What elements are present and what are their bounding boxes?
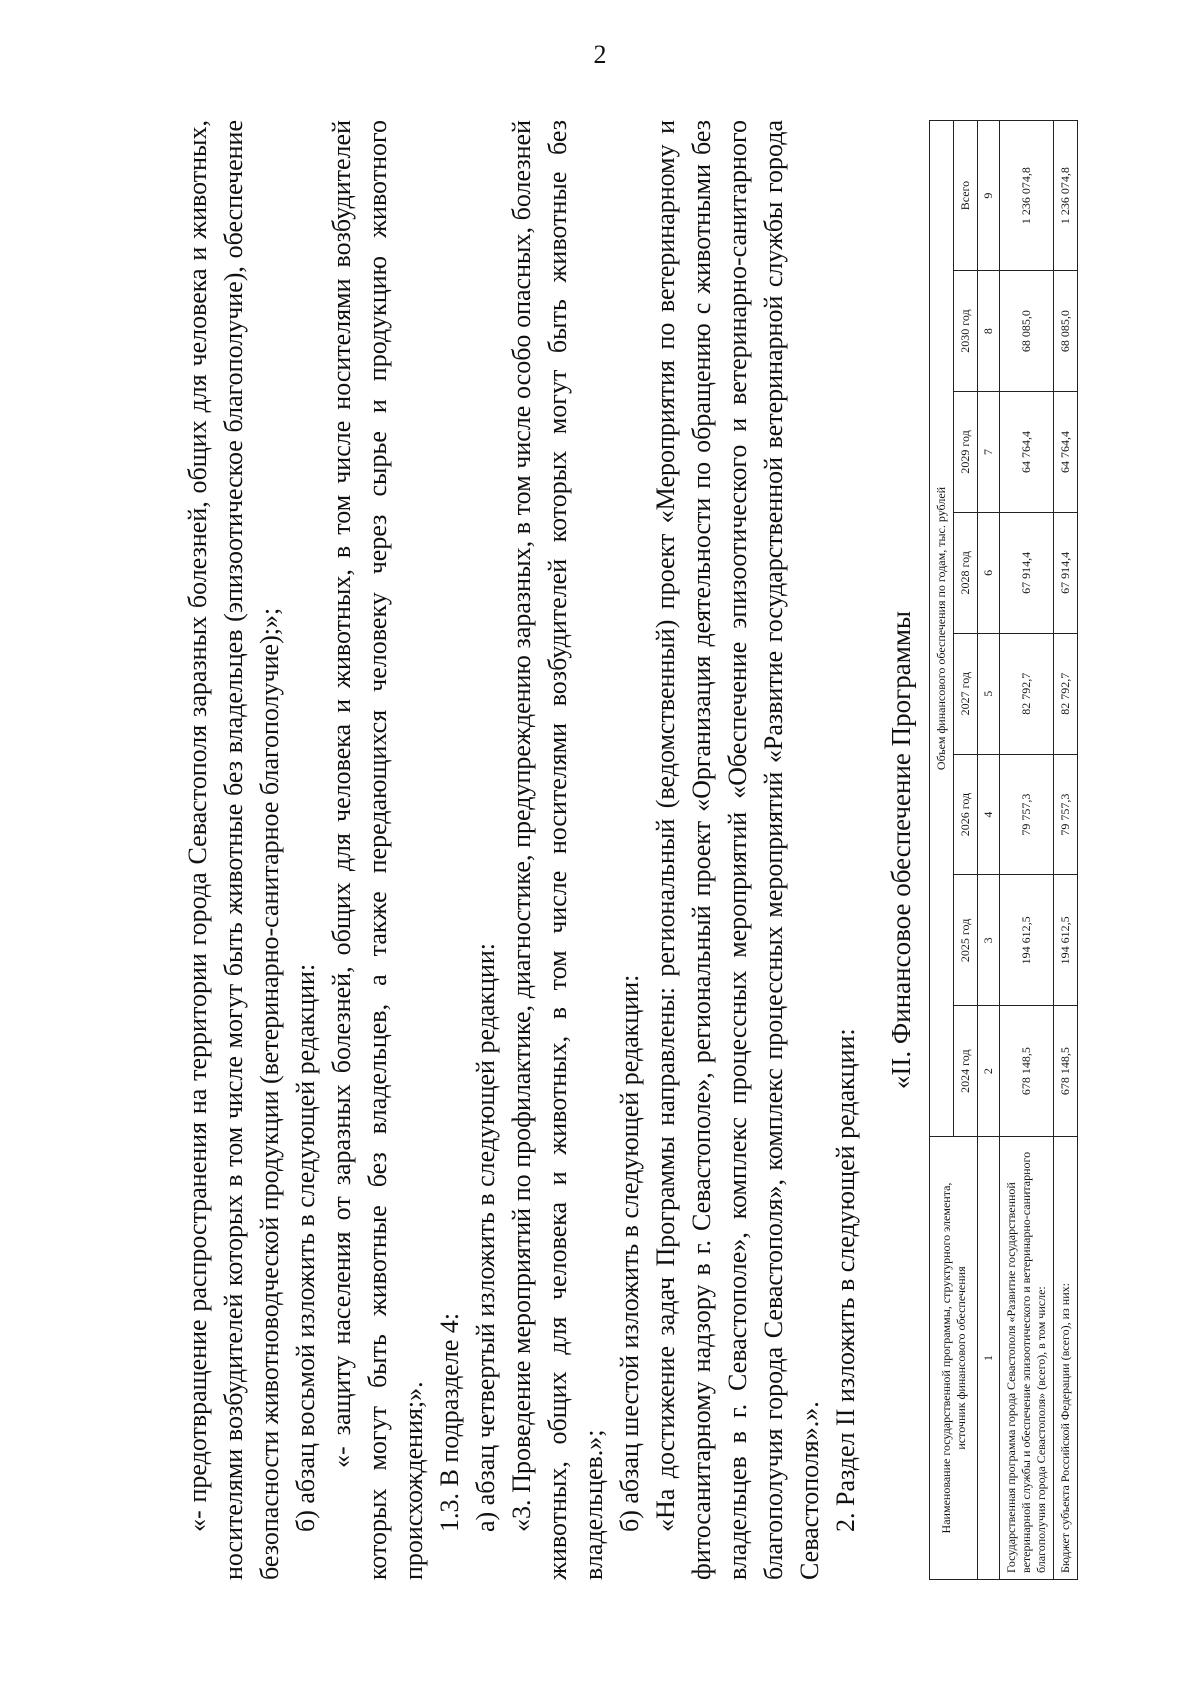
column-number: 2: [978, 1006, 1000, 1137]
column-number: 8: [978, 271, 1000, 392]
table-header-row: [930, 121, 954, 1580]
column-number: 4: [978, 754, 1000, 875]
header-name-cell: [930, 1137, 978, 1580]
value-cell: 68 085,0: [1000, 271, 1054, 392]
financing-table: [929, 120, 1078, 1580]
total-cell: 1 236 074,8: [1000, 121, 1054, 271]
year-header: 2027 год: [954, 633, 978, 754]
column-number: 6: [978, 512, 1000, 633]
page-number: 2: [593, 40, 607, 69]
total-cell: 1 236 074,8: [1054, 121, 1078, 271]
paragraph: «На достижение задач Программы направлены: региональный (ведомственный) проект «Мероприятия по ветеринарному и фитосанитарному надзору в г. Севастополе», региональный проект «Организация деятельности по обращению с животными без владельцев в г. Севастополе», комплекс процессных мероприятий «Обеспечение эпизоотического и ветеринарно-санитарного благополучия города Севастополя», комплекс процессных мероприятий «Развитие государственной ветеринарной службы города Севастополя».».: [651, 120, 824, 1580]
paragraph: б) абзац шестой изложить в следующей редакции:: [615, 974, 644, 1532]
column-number: 3: [978, 875, 1000, 1006]
value-cell: 82 792,7: [1000, 633, 1054, 754]
value-cell: 67 914,4: [1000, 512, 1054, 633]
value-cell: 64 764,4: [1000, 392, 1054, 513]
header-name-line: источник финансового обеспечения: [953, 1266, 968, 1450]
year-header: 2026 год: [954, 754, 978, 875]
table-row: [1000, 121, 1054, 1580]
year-header: 2029 год: [954, 392, 978, 513]
value-cell: 79 757,3: [1000, 754, 1054, 875]
paragraph: 1.3. В подразделе 4:: [435, 1312, 464, 1532]
value-cell: 68 085,0: [1054, 271, 1078, 392]
value-cell: 678 148,5: [1000, 1006, 1054, 1137]
row-name: Государственная программа города Севастополя «Развитие государственной ветеринарной службы и обеспечение эпизоотического и ветеринарно-санитарного благополучия города Севастополя» (всего), в том числе:: [1000, 1137, 1054, 1580]
page-content: [180, 120, 1080, 1580]
paragraph: «3. Проведение мероприятий по профилактике, диагностике, предупреждению заразных, в том числе особо опасных, болезней животных, общих для человека и животных, в том числе носителями возбудителей которых могут быть животные без владельцев.»;: [507, 120, 608, 1580]
paragraph: 2. Раздел II изложить в следующей редакции:: [831, 1028, 860, 1532]
paragraph: а) абзац четвертый изложить в следующей редакции:: [471, 942, 500, 1532]
section-title: «II. Финансовое обеспечение Программы: [886, 610, 916, 1090]
row-name: Бюджет субъекта Российской Федерации (всего), из них:: [1054, 1137, 1078, 1580]
year-header: 2030 год: [954, 271, 978, 392]
year-header: 2024 год: [954, 1006, 978, 1137]
value-cell: 82 792,7: [1054, 633, 1078, 754]
column-number: 5: [978, 633, 1000, 754]
body-text: [180, 120, 864, 1580]
paragraph: «- защиту населения от заразных болезней, общих для человека и животных, в том числе носителями возбудителей которых могут быть животные без владельцев, а также передающихся человеку через сырье и продукцию животного происхождения;».: [327, 120, 428, 1580]
value-cell: 678 148,5: [1054, 1006, 1078, 1137]
year-header: 2028 год: [954, 512, 978, 633]
column-number: 7: [978, 392, 1000, 513]
value-cell: 79 757,3: [1054, 754, 1078, 875]
table-row: [1054, 121, 1078, 1580]
paragraph: «- предотвращение распространения на территории города Севастополя заразных болезней, общих для человека и животных, носителями возбудителей которых в том числе могут быть животные без владельцев (эпизоотическое благополучие), обеспечение безопасности животноводческой продукции (ветеринарно-санитарное благополучие);»;: [183, 120, 284, 1580]
header-volume: Объем финансового обеспечения по годам, тыс. рублей: [930, 121, 954, 1137]
value-cell: 194 612,5: [1000, 875, 1054, 1006]
paragraph: б) абзац восьмой изложить в следующей редакции:: [291, 963, 320, 1532]
column-number-row: [978, 121, 1000, 1580]
total-header: Всего: [954, 121, 978, 271]
value-cell: 64 764,4: [1054, 392, 1078, 513]
value-cell: 67 914,4: [1054, 512, 1078, 633]
year-header: 2025 год: [954, 875, 978, 1006]
column-number: 9: [978, 121, 1000, 271]
value-cell: 194 612,5: [1054, 875, 1078, 1006]
header-name-line: Наименование государственной программы, структурного элемента,: [938, 1182, 953, 1534]
column-number: 1: [978, 1137, 1000, 1580]
